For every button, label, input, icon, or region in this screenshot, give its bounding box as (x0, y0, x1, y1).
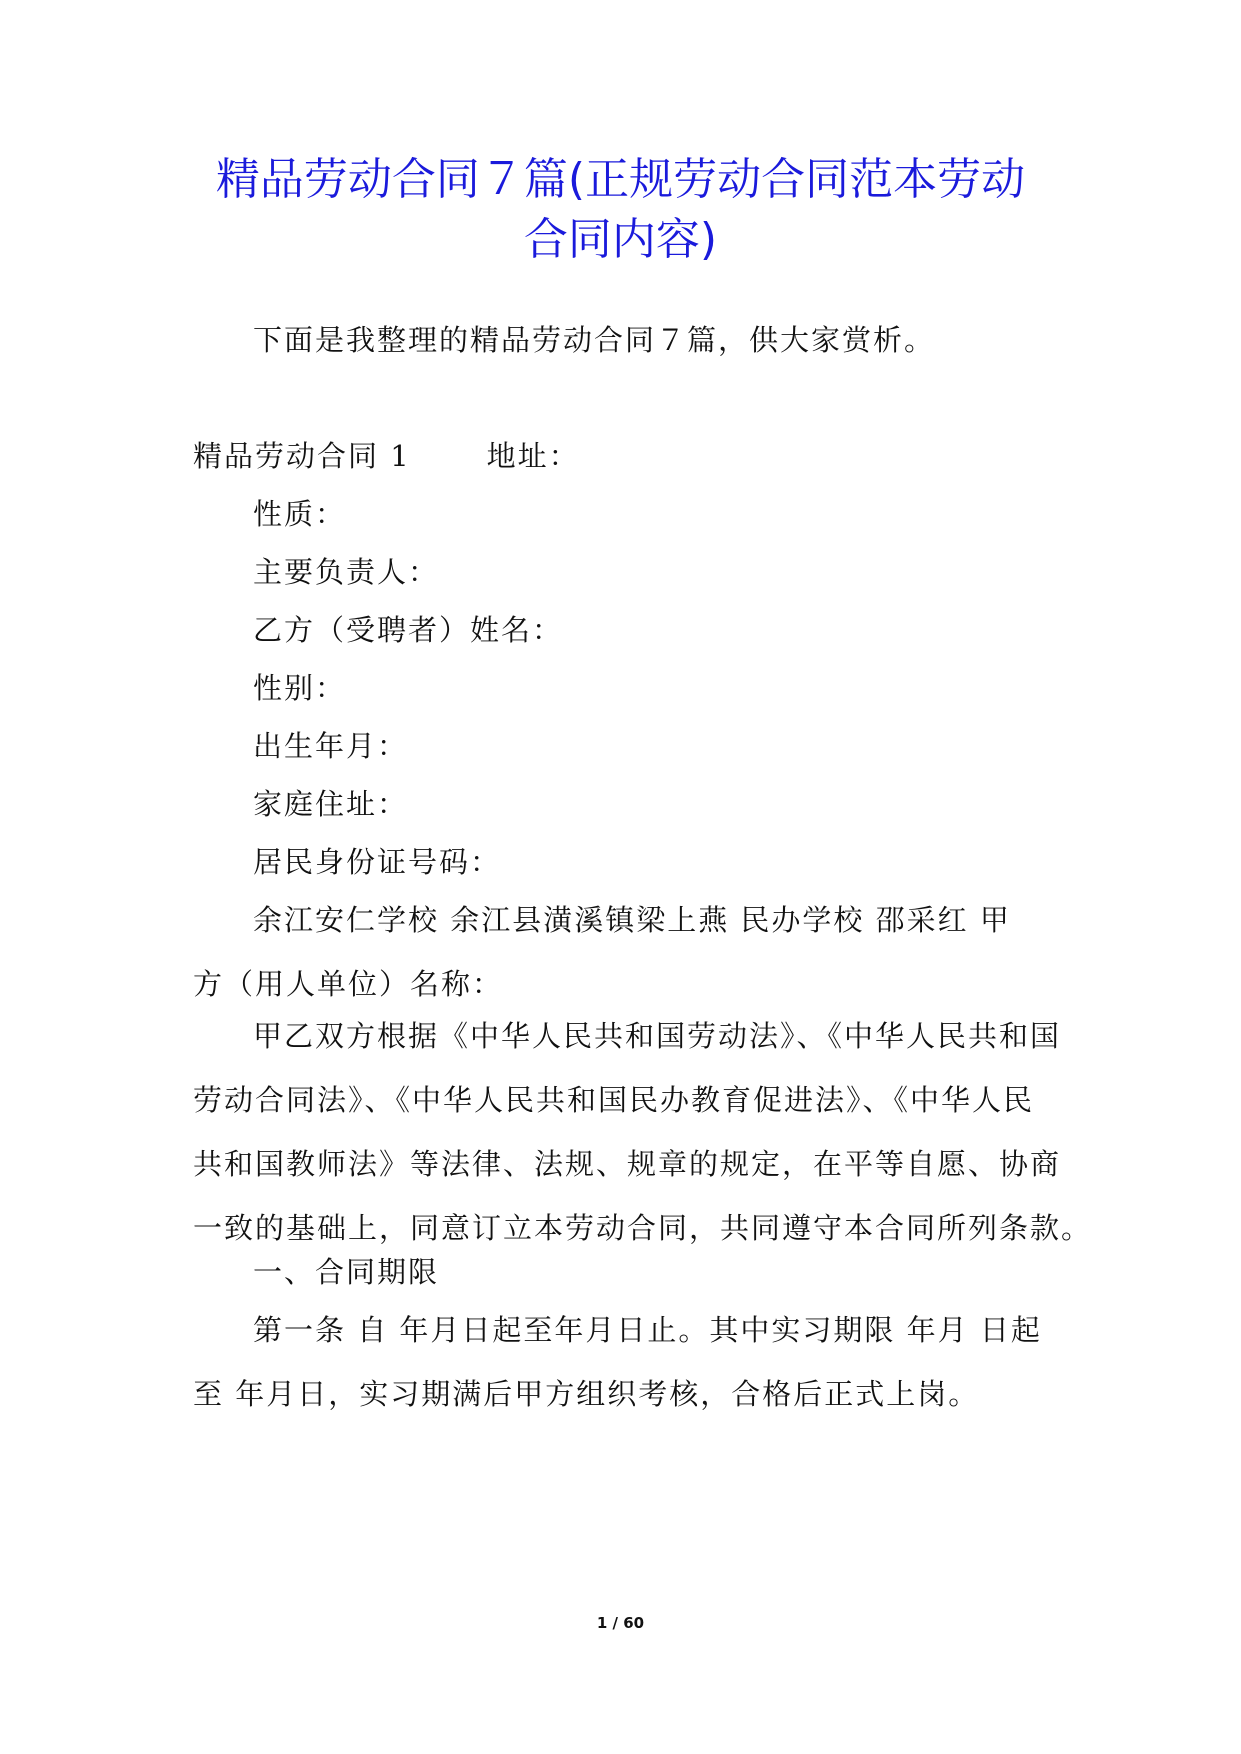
field-principal-label: 主要负责人： (253, 555, 440, 589)
preamble-line-1: 甲乙双方根据《中华人民共和国劳动法》、《中华人民共和国 (253, 1019, 1062, 1053)
field-party-b-name-label: 乙方（受聘者）姓名： (253, 613, 564, 647)
party-a-paragraph (193, 888, 1063, 1016)
preamble-line-4: 一致的基础上，同意订立本劳动合同，共同遵守本合同所列条款。 (193, 1211, 1093, 1245)
field-birth-label: 出生年月： (253, 729, 409, 763)
party-a-line-1: 余江安仁学校 余江县潢溪镇梁上燕 民办学校 邵采红 甲 (253, 903, 1011, 937)
party-a-line-2: 方（用人单位）名称： (193, 967, 504, 1001)
field-gender-label: 性别： (253, 671, 347, 705)
field-address-label: 地址： (486, 439, 580, 473)
contract-1-heading-line (193, 424, 1063, 488)
intro-paragraph: 下面是我整理的精品劳动合同７篇，供大家赏析。 (253, 323, 936, 357)
section-1-heading: 一、合同期限 (253, 1255, 440, 1289)
preamble-line-2: 劳动合同法》、《中华人民共和国民办教育促进法》、《中华人民 (193, 1083, 1035, 1117)
title-line-2: 合同内容) (523, 214, 718, 265)
preamble-line-3: 共和国教师法》等法律、法规、规章的规定，在平等自愿、协商 (193, 1147, 1062, 1181)
field-nature-label: 性质： (253, 497, 347, 531)
title-line-1: 精品劳动合同７篇(正规劳动合同范本劳动 (215, 154, 1026, 205)
field-home-address-label: 家庭住址： (253, 787, 409, 821)
preamble-paragraph (193, 1004, 1093, 1260)
article-1-line-2: 至 年月日，实习期满后甲方组织考核，合格后正式上岗。 (193, 1377, 980, 1411)
contract-1-heading: 精品劳动合同 1 (193, 439, 411, 473)
article-1-paragraph (193, 1298, 1063, 1426)
field-id-number-label: 居民身份证号码： (253, 845, 502, 879)
document-title (150, 150, 1091, 270)
page-indicator: 1 / 60 (596, 1614, 645, 1632)
article-1-line-1: 第一条 自 年月日起至年月日止。其中实习期限 年月 日起 (253, 1313, 1042, 1347)
